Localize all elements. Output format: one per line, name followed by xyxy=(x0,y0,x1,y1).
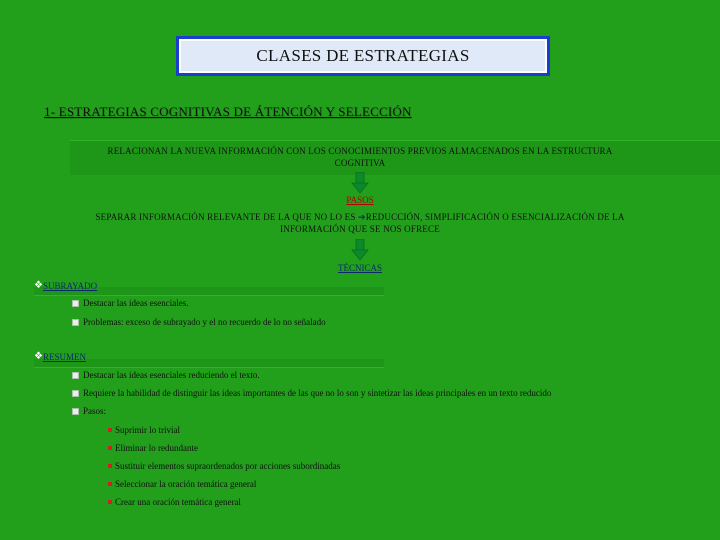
separar-paragraph xyxy=(40,211,680,235)
subrayado-title: SUBRAYADO xyxy=(42,280,98,291)
list-item: Destacar las ideas esenciales reduciendo el texto. xyxy=(72,370,260,380)
resumen-header xyxy=(34,351,86,362)
square-bullet-icon xyxy=(72,372,79,379)
square-bullet-icon xyxy=(72,319,79,326)
tecnicas-label: TÉCNICAS xyxy=(337,263,382,273)
square-bullet-icon xyxy=(72,300,79,307)
red-bullet-icon xyxy=(108,482,112,486)
page-title: CLASES DE ESTRATEGIAS xyxy=(256,46,470,65)
subrayado-header xyxy=(34,280,97,291)
sub-list-item: Sustituir elementos supraordenados por acciones subordinadas xyxy=(108,461,340,471)
separar-text-1: SEPARAR INFORMACIÓN RELEVANTE DE LA QUE NO LO ES xyxy=(95,212,356,222)
pasos-label: PASOS xyxy=(346,195,374,205)
red-bullet-icon xyxy=(108,428,112,432)
list-item: Problemas: exceso de subrayado y el no recuerdo de lo no señalado xyxy=(72,317,326,327)
diamond-bullet-icon: ❖ xyxy=(34,351,41,362)
section-bar xyxy=(34,359,384,368)
square-bullet-icon xyxy=(72,390,79,397)
arrow-right-icon: ➔ xyxy=(358,212,366,222)
red-bullet-icon xyxy=(108,446,112,450)
intro-line-1: RELACIONAN LA NUEVA INFORMACIÓN CON LOS CONOCIMIENTOS PREVIOS ALMACENADOS EN LA ESTRUCTURA xyxy=(107,146,613,156)
title-box xyxy=(176,36,550,76)
resumen-title: RESUMEN xyxy=(42,351,86,362)
intro-line-2: COGNITIVA xyxy=(334,158,386,168)
red-bullet-icon xyxy=(108,500,112,504)
arrow-down-icon xyxy=(351,172,369,194)
sub-list-item: Crear una oración temática general xyxy=(108,497,241,507)
sub-list-item: Suprimir lo trivial xyxy=(108,425,180,435)
arrow-down-icon xyxy=(351,239,369,261)
list-item: Destacar las ideas esenciales. xyxy=(72,298,188,308)
sub-list-item: Seleccionar la oración temática general xyxy=(108,479,256,489)
sub-list-item: Eliminar lo redundante xyxy=(108,443,198,453)
list-item: Pasos: xyxy=(72,406,106,416)
list-item: Requiere la habilidad de distinguir las ideas importantes de las que no lo son y sintetizar las ideas principales en un texto reducido xyxy=(72,388,551,398)
square-bullet-icon xyxy=(72,408,79,415)
red-bullet-icon xyxy=(108,464,112,468)
intro-paragraph xyxy=(70,145,650,169)
separar-line-2: INFORMACIÓN QUE SE NOS OFRECE xyxy=(280,224,440,234)
diamond-bullet-icon: ❖ xyxy=(34,280,41,291)
section-heading: 1- ESTRATEGIAS COGNITIVAS DE ÁTENCIÓN Y SELECCIÓN xyxy=(44,104,412,119)
separar-text-2: REDUCCIÓN, SIMPLIFICACIÓN O ESENCIALIZACIÓN DE LA xyxy=(365,212,625,222)
